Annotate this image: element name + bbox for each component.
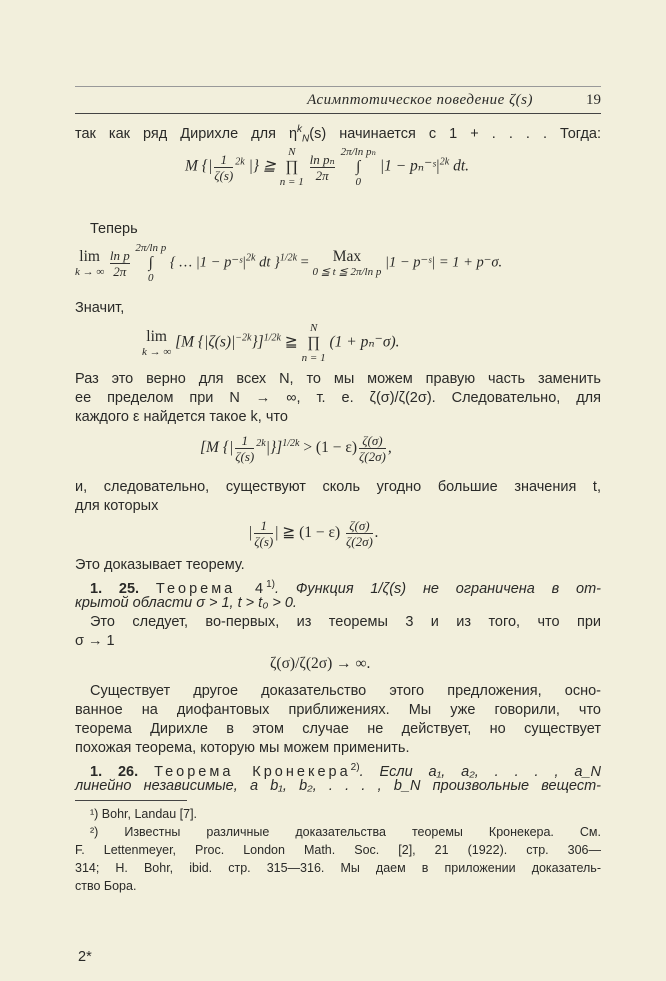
f-part: = bbox=[300, 254, 309, 271]
text-line: для которых bbox=[75, 498, 159, 514]
top: 2π/ln p bbox=[135, 242, 167, 254]
footnote-2-line: F. Lettenmeyer, Proc. London Math. Soc. [2], 21 (1922). стр. 306— bbox=[75, 843, 601, 857]
text-line: линейно независимые, а b₁, b₂, . . . , b_N произвольные вещест- bbox=[75, 778, 601, 794]
limit bbox=[75, 248, 104, 278]
page-number: 19 bbox=[586, 92, 601, 108]
section-number: 1. 25. bbox=[90, 580, 140, 597]
sub: 0 ≦ t ≦ 2π/ln p bbox=[312, 266, 382, 278]
num: ζ(σ) bbox=[359, 433, 386, 449]
top: N bbox=[309, 322, 318, 334]
lim: lim bbox=[146, 328, 167, 345]
f-part: > (1 − ε) bbox=[303, 439, 358, 457]
pow: 2k bbox=[439, 156, 450, 168]
max: Max bbox=[332, 248, 362, 265]
lim: lim bbox=[79, 248, 100, 265]
footnote-2-line: 314; H. Bohr, ibid. стр. 315—316. Мы даем в приложении доказатель- bbox=[75, 861, 601, 875]
f-part: | ≧ (1 − ε) bbox=[275, 524, 341, 542]
footnote-ref: 2) bbox=[350, 762, 360, 773]
f-part: }] bbox=[251, 333, 264, 351]
prod-sign: ∏ bbox=[307, 334, 321, 351]
text-line: Теперь bbox=[90, 221, 138, 237]
f-part: |1 − pₙ⁻ˢ| bbox=[379, 157, 440, 175]
fraction bbox=[235, 433, 254, 464]
signature-mark: 2* bbox=[78, 949, 92, 965]
f-part: (1 + pₙ⁻σ). bbox=[329, 333, 400, 351]
text-line: похожая теорема, которую мы можем применить. bbox=[75, 740, 410, 756]
fraction bbox=[346, 518, 373, 549]
den: ζ(2σ) bbox=[346, 534, 373, 549]
int-sign: ∫ bbox=[356, 158, 361, 175]
max bbox=[312, 248, 381, 278]
num: ln p bbox=[109, 247, 130, 263]
fraction bbox=[359, 433, 386, 464]
text: . Если a₁, a₂, . . . , a_N bbox=[359, 763, 601, 780]
den: ζ(2σ) bbox=[359, 449, 386, 464]
text: (s) начинается с 1 + . . . . Тогда: bbox=[309, 125, 602, 142]
num: 1 bbox=[214, 152, 233, 168]
fraction bbox=[310, 152, 335, 183]
f-part: M {| bbox=[185, 157, 213, 175]
footnote-rule bbox=[75, 800, 187, 801]
f-part: |}] bbox=[265, 439, 283, 457]
formula-1 bbox=[185, 146, 469, 188]
f-part: [M {| bbox=[200, 439, 234, 457]
pow: 1/2k bbox=[282, 437, 300, 449]
f-part: dt. bbox=[453, 157, 470, 175]
text-line: Это доказывает теорему. bbox=[75, 557, 245, 573]
text-line: Существует другое доказательство этого предложения, осно- bbox=[90, 683, 601, 699]
bot: n = 1 bbox=[301, 352, 326, 364]
num: 1 bbox=[254, 518, 273, 534]
den: 2π bbox=[315, 167, 329, 183]
text-line: и, следовательно, существуют сколь угодно большие значения t, bbox=[75, 479, 601, 495]
text-line: σ → 1 bbox=[75, 633, 115, 649]
footnote-2-line: ство Бора. bbox=[75, 879, 137, 893]
theorem-label: Теорема Кронекера bbox=[154, 763, 351, 780]
formula-5 bbox=[248, 518, 379, 549]
formula-6: ζ(σ)/ζ(2σ) → ∞. bbox=[270, 655, 371, 672]
fraction bbox=[214, 152, 233, 183]
pow: 2k bbox=[256, 437, 266, 449]
bot: 0 bbox=[148, 272, 154, 284]
footnote-2: ²) Известны различные доказательства теоремы Кронекера. См. bbox=[90, 825, 601, 839]
pow: −2k bbox=[235, 332, 252, 344]
den: 2π bbox=[113, 263, 127, 279]
bot: n = 1 bbox=[279, 176, 304, 188]
sub: k → ∞ bbox=[75, 266, 105, 278]
integral bbox=[341, 146, 376, 188]
footnote-1: ¹) Bohr, Landau [7]. bbox=[90, 807, 198, 821]
pow: 1/2k bbox=[279, 252, 298, 264]
f-part: { … |1 − p⁻ˢ| bbox=[169, 254, 247, 271]
text-line: каждого ε найдется такое k, что bbox=[75, 409, 288, 425]
bot: 0 bbox=[355, 176, 362, 188]
f-part: ≧ bbox=[284, 333, 298, 351]
sup: k bbox=[297, 124, 303, 135]
text: . Функция 1/ζ(s) не ограничена в от- bbox=[275, 580, 601, 597]
top: N bbox=[288, 146, 296, 158]
pow: 2k bbox=[235, 156, 245, 168]
f-part: |1 − p⁻ˢ| = 1 + p⁻σ. bbox=[384, 254, 503, 271]
den: ζ(s) bbox=[254, 534, 274, 549]
product bbox=[302, 322, 326, 364]
f-part: |} ≧ bbox=[248, 157, 276, 175]
fraction bbox=[254, 518, 273, 549]
text-line: теорема Дирихле в этом случае не действует, но существует bbox=[75, 721, 601, 737]
den: ζ(s) bbox=[235, 449, 255, 464]
formula-2 bbox=[75, 242, 502, 284]
sub: k → ∞ bbox=[142, 346, 172, 358]
top: 2π/ln pₙ bbox=[340, 146, 376, 158]
f-part: , bbox=[387, 439, 392, 457]
fraction bbox=[110, 248, 130, 279]
section-number: 1. 26. bbox=[90, 763, 139, 780]
text-line: ее пределом при N → ∞, т. е. ζ(σ)/ζ(2σ). Следовательно, для bbox=[75, 390, 601, 406]
f-part: . bbox=[374, 524, 379, 542]
prod-sign: ∏ bbox=[285, 158, 299, 175]
formula-3 bbox=[142, 322, 400, 364]
text-line: Раз это верно для всех N, то мы можем правую часть заменить bbox=[75, 371, 601, 387]
header-title: Асимптотическое поведение ζ(s) bbox=[307, 92, 533, 108]
sub: N bbox=[302, 133, 310, 145]
text-line: Значит, bbox=[75, 300, 125, 316]
f-part: | bbox=[248, 524, 253, 542]
pow: 1/2k bbox=[263, 332, 281, 344]
text: так как ряд Дирихле для η bbox=[75, 125, 298, 142]
limit bbox=[142, 328, 171, 358]
formula-4 bbox=[200, 433, 392, 464]
pow: 2k bbox=[246, 252, 256, 264]
text-line: ванное на диофантовых приближениях. Мы уже говорили, что bbox=[75, 702, 601, 718]
num: ln pₙ bbox=[309, 151, 335, 167]
num: 1 bbox=[235, 433, 254, 449]
product bbox=[280, 146, 304, 188]
text-line: Это следует, во-первых, из теоремы 3 и из того, что при bbox=[90, 614, 601, 630]
int-sign: ∫ bbox=[148, 254, 153, 271]
theorem-label: Теорема 4 bbox=[155, 580, 267, 597]
f-part: [M {|ζ(s)| bbox=[175, 333, 236, 351]
f-part: dt } bbox=[259, 254, 280, 271]
integral bbox=[135, 242, 166, 284]
text-line: крытой области σ > 1, t > t₀ > 0. bbox=[75, 595, 297, 611]
den: ζ(s) bbox=[214, 167, 234, 183]
text-line bbox=[75, 120, 601, 149]
footnote-ref: 1) bbox=[266, 579, 276, 590]
num: ζ(σ) bbox=[346, 518, 373, 534]
